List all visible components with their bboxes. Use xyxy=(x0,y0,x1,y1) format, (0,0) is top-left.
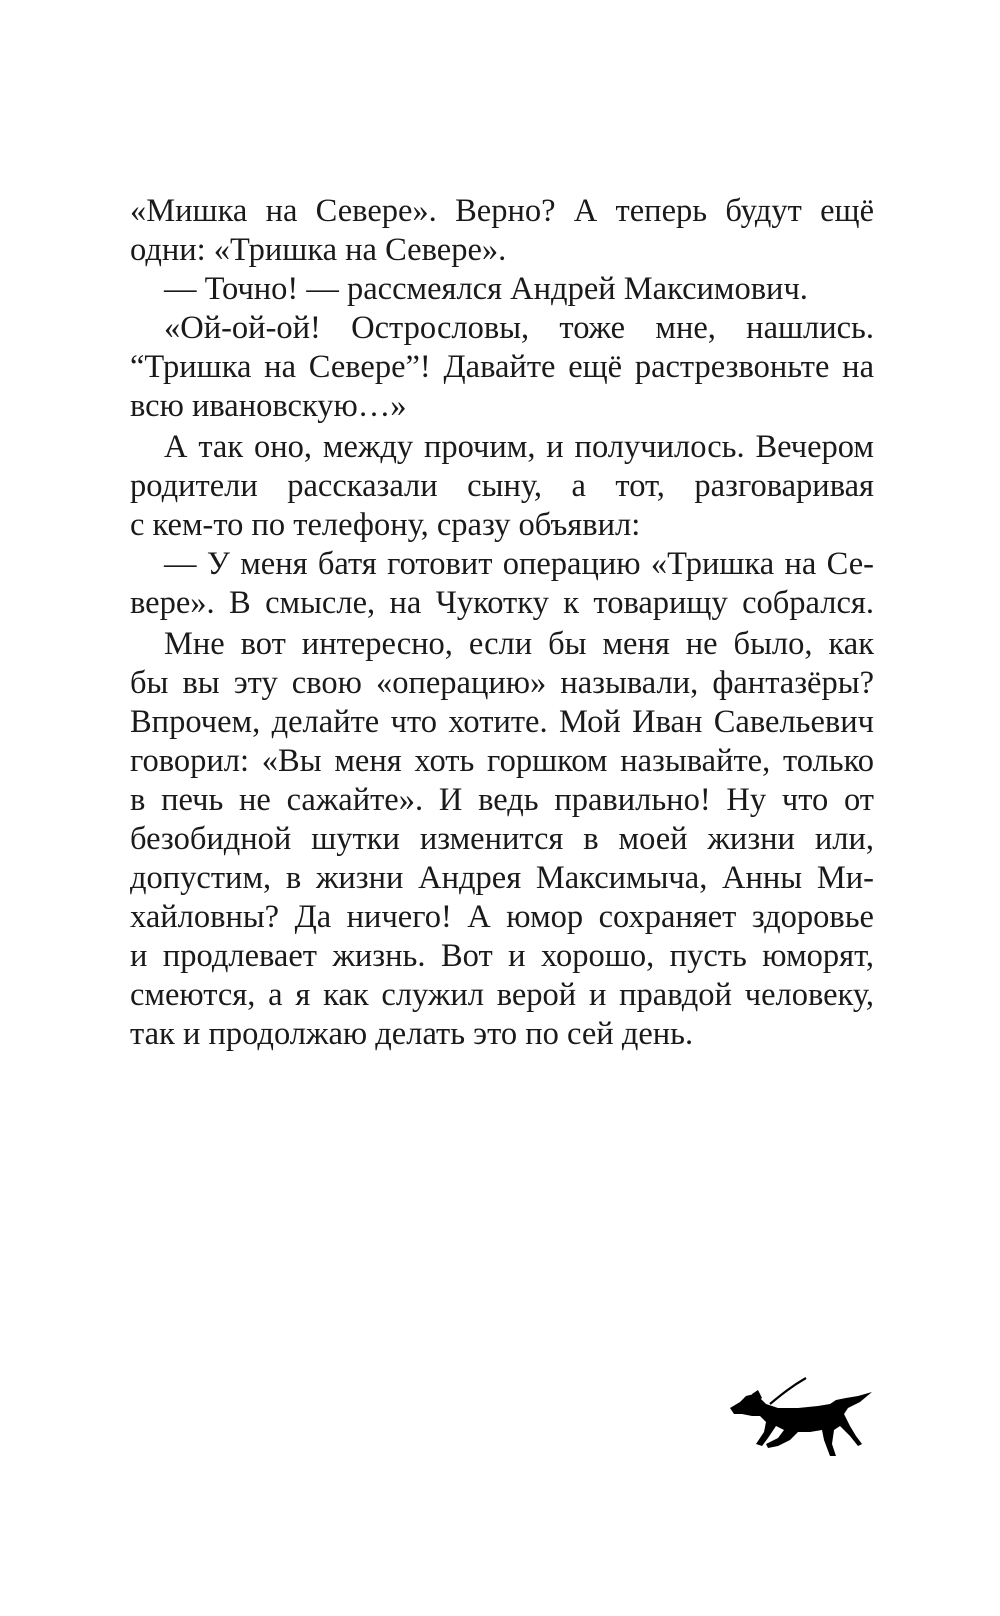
text-line: «Мишка на Севере». Верно? А теперь будут ещё xyxy=(130,193,874,229)
text-line: родители рассказали сыну, а тот, разговаривая xyxy=(130,468,874,504)
text-line: и продлевает жизнь. Вот и хорошо, пусть юморят, xyxy=(130,938,874,974)
text-line: — У меня батя готовит операцию «Тришка на Се- xyxy=(164,546,874,582)
text-line: одни: «Тришка на Севере». xyxy=(130,232,507,268)
text-line: А так оно, между прочим, и получилось. Вечером xyxy=(164,429,874,465)
text-line: “Тришка на Севере”! Давайте ещё растрезвоньте на xyxy=(130,349,874,385)
text-line: с кем-то по телефону, сразу объявил: xyxy=(130,507,641,543)
text-line: «Ой-ой-ой! Острословы, тоже мне, нашлись. xyxy=(164,310,874,346)
leash-line xyxy=(770,1378,806,1404)
text-line: хайловны? Да ничего! А юмор сохраняет здоровье xyxy=(130,899,874,935)
dog-on-leash-icon xyxy=(726,1374,876,1460)
text-line: — Точно! — рассмеялся Андрей Максимович. xyxy=(164,271,808,307)
text-line: всю ивановскую…» xyxy=(130,388,407,424)
page-text xyxy=(130,192,874,1054)
text-line: бы вы эту свою «операцию» называли, фантазёры? xyxy=(130,665,874,701)
text-line: в печь не сажайте». И ведь правильно! Ну что от xyxy=(130,782,874,818)
text-line: Мне вот интересно, если бы меня не было, как xyxy=(164,626,874,662)
text-line: допустим, в жизни Андрея Максимыча, Анны Ми- xyxy=(130,860,874,896)
dog-silhouette xyxy=(730,1392,872,1456)
text-line: вере». В смысле, на Чукотку к товарищу собрался. xyxy=(130,585,874,621)
text-line: так и продолжаю делать это по сей день. xyxy=(130,1016,694,1052)
text-line: смеются, а я как служил верой и правдой человеку, xyxy=(130,977,874,1013)
text-line: говорил: «Вы меня хоть горшком называйте, только xyxy=(130,743,874,779)
text-line: Впрочем, делайте что хотите. Мой Иван Савельевич xyxy=(130,704,874,740)
text-line: безобидной шутки изменится в моей жизни или, xyxy=(130,821,874,857)
